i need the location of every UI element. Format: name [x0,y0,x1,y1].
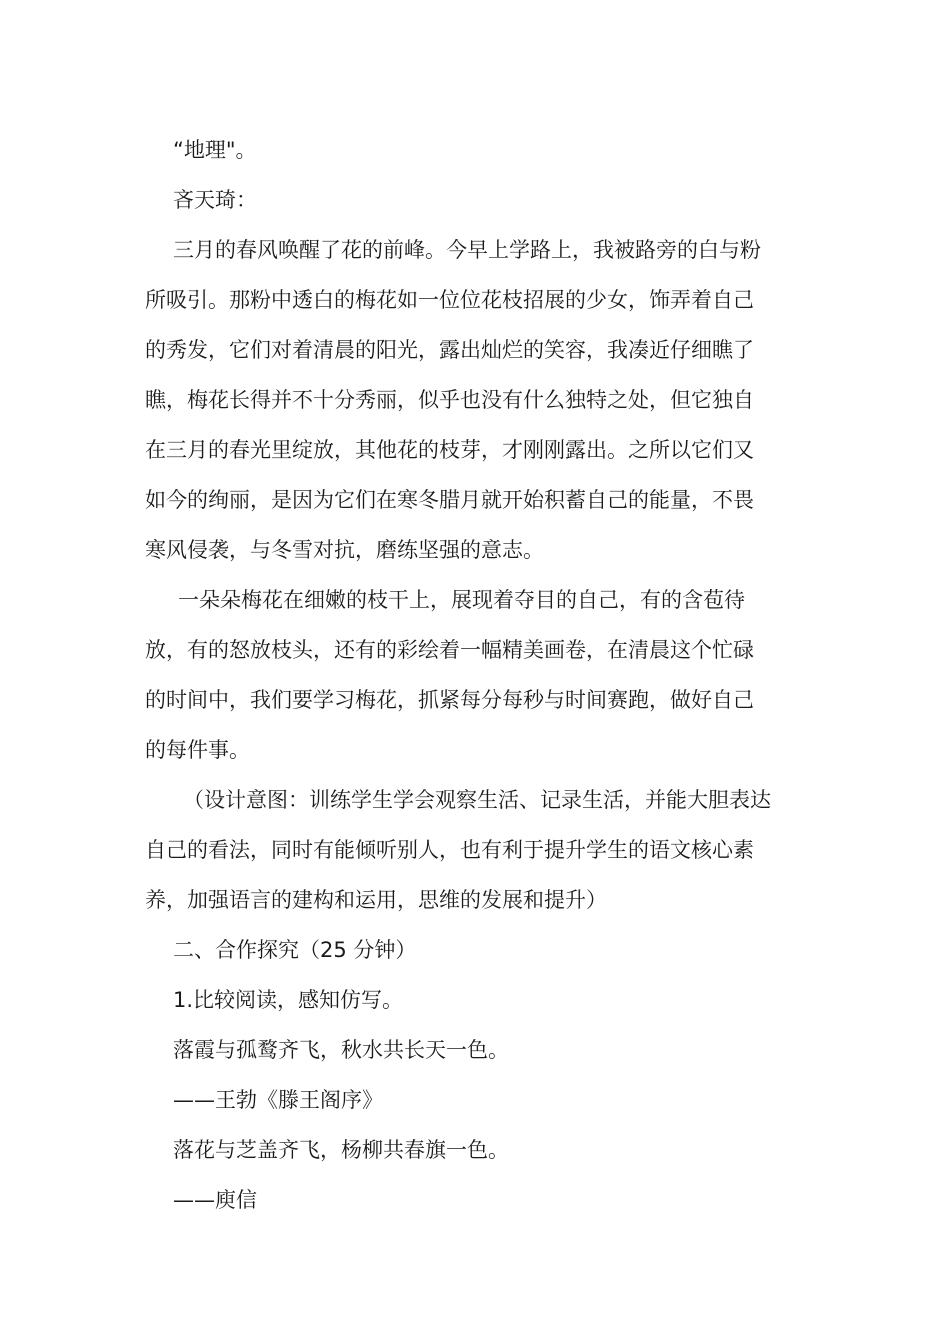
section-heading: 二、合作探究（25 分钟） [173,938,417,962]
speaker-name: 吝天琦： [173,188,257,212]
design-intent-line: （设计意图：训练学生学会观察生活、记录生活，并能大胆表达 [183,788,771,812]
quote-attribution: ——庾信 [173,1188,257,1212]
quote-attribution: ——王勃《滕王阁序》 [173,1088,383,1112]
paragraph-line: 放，有的怒放枝头，还有的彩绘着一幅精美画卷，在清晨这个忙碌 [145,638,754,662]
design-intent-line: 养，加强语言的建构和运用，思维的发展和提升） [145,888,607,912]
paragraph-line: 的时间中，我们要学习梅花，抓紧每分每秒与时间赛跑，做好自己 [145,688,754,712]
paragraph-line: 在三月的春光里绽放，其他花的枝芽，才刚刚露出。之所以它们又 [145,438,754,462]
document-body [145,125,810,1225]
paragraph-line: 所吸引。那粉中透白的梅花如一位位花枝招展的少女，饰弄着自己 [145,288,754,312]
text-line: “地理"。 [173,138,257,162]
paragraph-line: 一朵朵梅花在细嫩的枝干上，展现着夺目的自己，有的含苞待 [178,588,745,612]
paragraph-line: 的每件事。 [145,738,250,762]
design-intent-line: 自己的看法，同时有能倾听别人，也有利于提升学生的语文核心素 [145,838,754,862]
paragraph-line: 三月的春风唤醒了花的前峰。今早上学路上，我被路旁的白与粉 [173,238,761,262]
paragraph-line: 寒风侵袭，与冬雪对抗，磨练坚强的意志。 [145,538,544,562]
quote-line: 落花与芝盖齐飞，杨柳共春旗一色。 [173,1138,509,1162]
paragraph-line: 的秀发，它们对着清晨的阳光，露出灿烂的笑容，我凑近仔细瞧了 [145,338,754,362]
paragraph-line: 如今的绚丽，是因为它们在寒冬腊月就开始积蓄自己的能量，不畏 [145,488,754,512]
quote-line: 落霞与孤鹜齐飞，秋水共长天一色。 [173,1038,509,1062]
paragraph-line: 瞧，梅花长得并不十分秀丽，似乎也没有什么独特之处，但它独自 [145,388,754,412]
subsection-heading: 1.比较阅读，感知仿写。 [173,988,404,1012]
